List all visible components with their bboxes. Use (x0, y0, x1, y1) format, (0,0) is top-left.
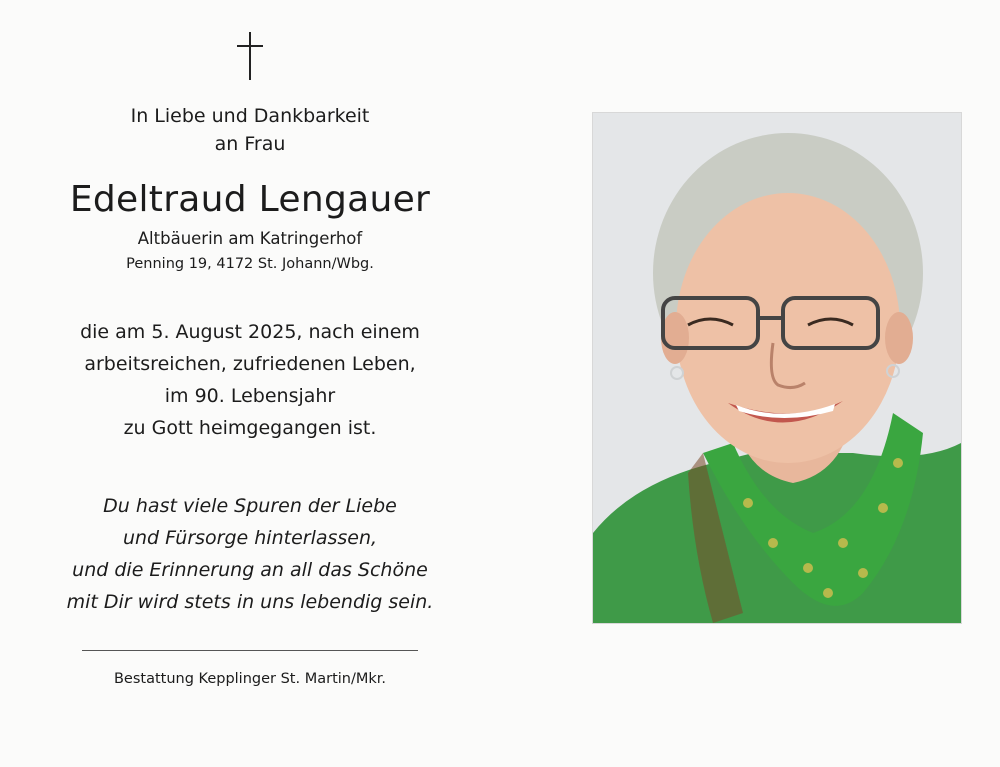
intro-line: an Frau (214, 133, 286, 155)
intro-line: In Liebe und Dankbarkeit (130, 105, 370, 127)
death-line: arbeitsreichen, zufriedenen Leben, (84, 353, 416, 375)
undertaker-name: Bestattung Kepplinger St. Martin/Mkr. (113, 671, 387, 687)
verse-line: und Fürsorge hinterlassen, (122, 527, 378, 549)
verse-line: Du hast viele Spuren der Liebe (103, 495, 397, 517)
deceased-address: Penning 19, 4172 St. Johann/Wbg. (126, 256, 374, 272)
deceased-role: Altbäuerin am Katringerhof (137, 229, 363, 248)
death-line: die am 5. August 2025, nach einem (80, 321, 420, 343)
portrait-illustration (593, 113, 961, 623)
verse-line: mit Dir wird stets in uns lebendig sein. (66, 591, 434, 613)
intro-text (30, 102, 470, 158)
portrait-photo (592, 112, 962, 624)
deceased-name: Edeltraud Lengauer (69, 179, 431, 220)
death-line: im 90. Lebensjahr (164, 385, 336, 407)
death-line: zu Gott heimgegangen ist. (123, 417, 377, 439)
text-column (30, 30, 470, 689)
death-notice (30, 316, 470, 444)
divider (82, 650, 418, 651)
verse-line: und die Erinnerung an all das Schöne (72, 559, 428, 581)
memorial-verse (30, 490, 470, 618)
cross-icon (235, 30, 265, 82)
